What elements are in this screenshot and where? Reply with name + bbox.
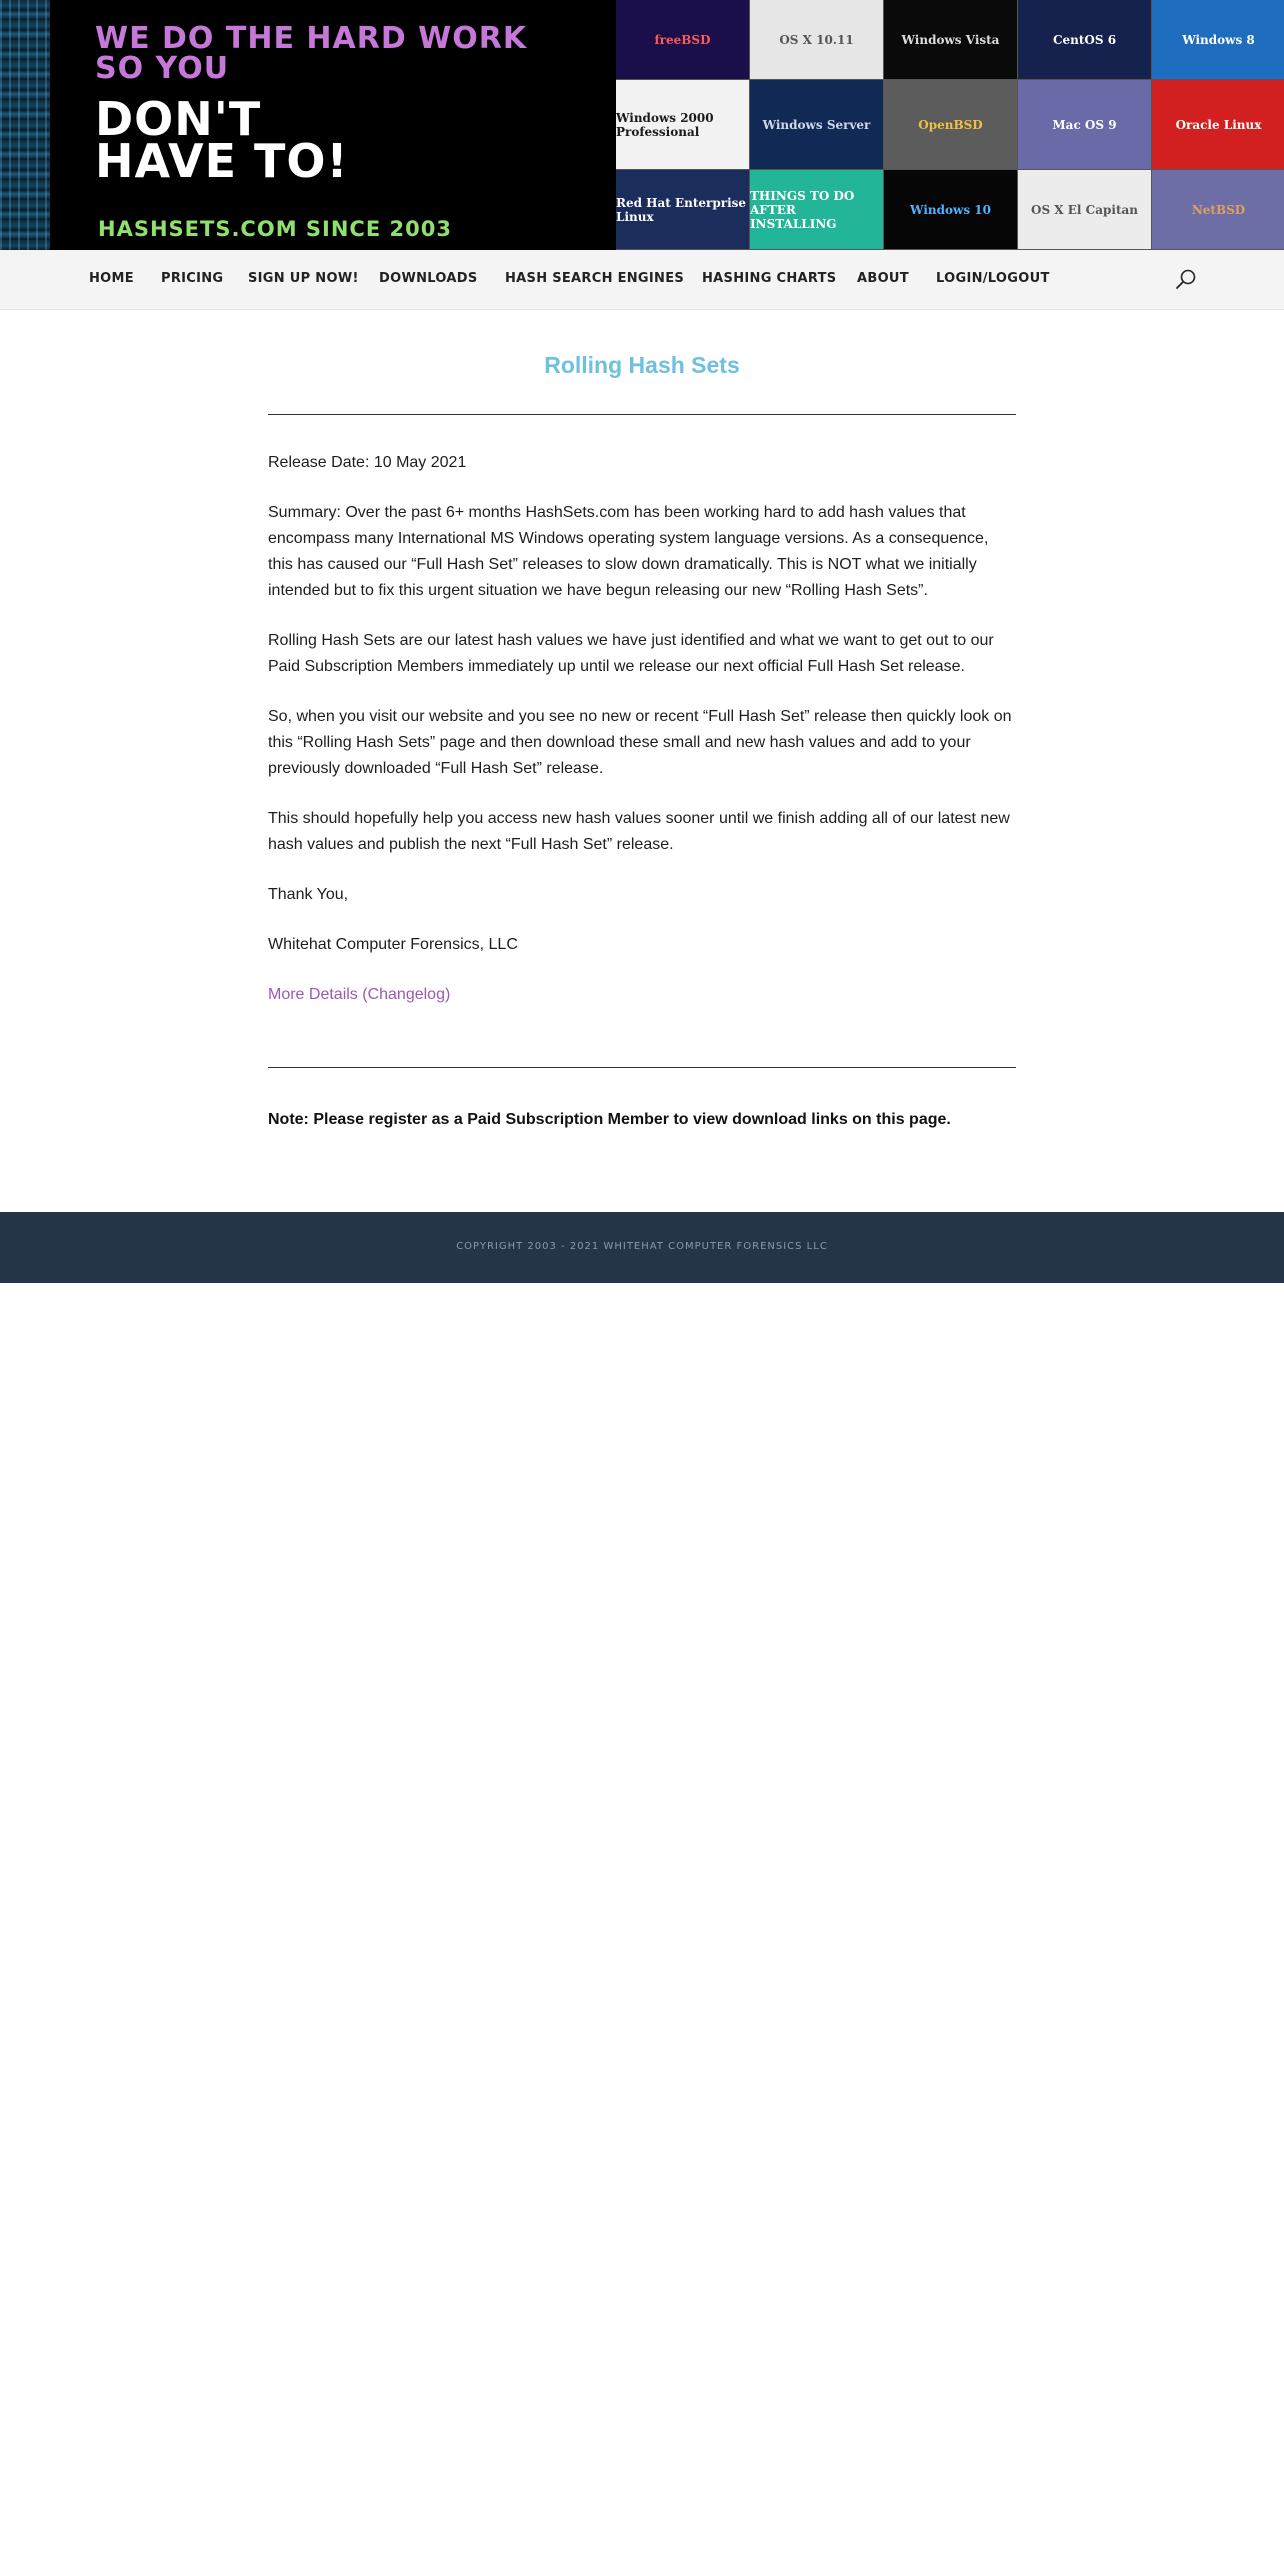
nav-about[interactable]: ABOUT bbox=[857, 271, 909, 286]
main-nav bbox=[0, 250, 1284, 310]
rolling-hash-paragraph: Rolling Hash Sets are our latest hash values we have just identified and what we want to get out to our Paid Subscription Members immediately up until we release our next official Full Hash Set release. bbox=[268, 632, 994, 675]
os-tile-label: Mac OS 9 bbox=[1052, 117, 1117, 132]
usage-paragraph: So, when you visit our website and you see no new or recent “Full Hash Set” release then quickly look on this “Rolling Hash Sets” page and then download these small and new hash values and add to your previously downloaded “Full Hash Set” release. bbox=[268, 708, 1012, 777]
os-tile-label: THINGS TO DO AFTER INSTALLING bbox=[750, 188, 855, 231]
os-tile-label: Windows 2000 Professional bbox=[616, 110, 714, 139]
os-tile-label: NetBSD bbox=[1191, 202, 1246, 217]
changelog-link[interactable]: More Details (Changelog) bbox=[268, 986, 451, 1003]
divider-top bbox=[268, 414, 1016, 415]
site-footer bbox=[0, 1212, 1284, 1283]
os-tile-label: Windows 10 bbox=[910, 202, 991, 217]
headline-line-2: HAVE TO! bbox=[95, 134, 349, 188]
release-date: Release Date: 10 May 2021 bbox=[268, 454, 467, 471]
thanks-text: Thank You, bbox=[268, 886, 349, 903]
os-tile bbox=[884, 0, 1018, 80]
nav-hashing-charts[interactable]: HASHING CHARTS bbox=[702, 271, 837, 286]
banner-slogan bbox=[50, 0, 616, 250]
os-tile bbox=[616, 80, 750, 170]
os-tile-label: OpenBSD bbox=[918, 117, 983, 132]
os-tile-label: Windows Server bbox=[762, 117, 871, 132]
os-tile-label: CentOS 6 bbox=[1052, 32, 1117, 47]
os-tile-label: Oracle Linux bbox=[1175, 117, 1262, 132]
os-tile-label: freeBSD bbox=[654, 32, 711, 47]
os-tile bbox=[884, 80, 1018, 170]
banner-tagline bbox=[95, 21, 528, 86]
nav-login-logout[interactable]: LOGIN/LOGOUT bbox=[936, 271, 1050, 286]
os-tile bbox=[750, 0, 884, 80]
registration-note: Note: Please register as a Paid Subscription Member to view download links on this page. bbox=[268, 1111, 951, 1128]
os-tile-label: Windows 8 bbox=[1182, 32, 1255, 47]
search-icon bbox=[1172, 266, 1200, 294]
signature-text: Whitehat Computer Forensics, LLC bbox=[268, 936, 518, 953]
os-tile bbox=[1018, 80, 1152, 170]
os-tile bbox=[616, 0, 750, 80]
search-button[interactable] bbox=[1172, 266, 1200, 294]
summary-paragraph: Summary: Over the past 6+ months HashSets.com has been working hard to add hash values that encompass many International MS Windows operating system language versions. As a consequence, this has caused our “Full Hash Set” releases to slow down dramatically. This is NOT what we initially intended but to fix this urgent situation we have begun releasing our new “Rolling Hash Sets”. bbox=[268, 504, 989, 599]
tagline-line-2: SO YOU bbox=[95, 51, 230, 86]
header-banner bbox=[0, 0, 1284, 250]
os-screenshot-collage bbox=[616, 0, 1284, 250]
os-tile-label: OS X 10.11 bbox=[779, 32, 854, 47]
changelog-paragraph bbox=[268, 982, 1016, 1008]
benefit-paragraph: This should hopefully help you access new hash values sooner until we finish adding all of our latest new hash values and publish the next “Full Hash Set” release. bbox=[268, 810, 1010, 853]
os-tile bbox=[1018, 0, 1152, 80]
os-tile-label: Red Hat Enterprise Linux bbox=[616, 195, 747, 224]
nav-pricing[interactable]: PRICING bbox=[161, 271, 224, 286]
os-tile bbox=[1152, 0, 1284, 80]
banner-since: HASHSETS.COM SINCE 2003 bbox=[98, 217, 452, 241]
page-title: Rolling Hash Sets bbox=[544, 352, 740, 378]
os-tile bbox=[1152, 170, 1284, 250]
os-tile bbox=[750, 170, 884, 250]
banner-headline bbox=[95, 92, 349, 188]
nav-sign-up[interactable]: SIGN UP NOW! bbox=[248, 271, 359, 286]
tagline-line-1: WE DO THE HARD WORK bbox=[95, 21, 528, 56]
copyright-text: COPYRIGHT 2003 - 2021 WHITEHAT COMPUTER FORENSICS LLC bbox=[456, 1241, 828, 1252]
nav-hash-search-engines[interactable]: HASH SEARCH ENGINES bbox=[505, 271, 685, 286]
nav-home[interactable]: HOME bbox=[89, 271, 134, 286]
os-tile bbox=[884, 170, 1018, 250]
os-tile bbox=[1018, 170, 1152, 250]
headline-line-1: DON'T bbox=[95, 92, 262, 146]
os-tile bbox=[750, 80, 884, 170]
os-tile bbox=[1152, 80, 1284, 170]
divider-bottom bbox=[268, 1067, 1016, 1068]
os-tile-label: OS X El Capitan bbox=[1031, 202, 1138, 217]
os-tile-label: Windows Vista bbox=[901, 32, 1000, 47]
os-tile bbox=[616, 170, 750, 250]
nav-downloads[interactable]: DOWNLOADS bbox=[379, 271, 478, 286]
server-rack-image bbox=[0, 0, 50, 250]
